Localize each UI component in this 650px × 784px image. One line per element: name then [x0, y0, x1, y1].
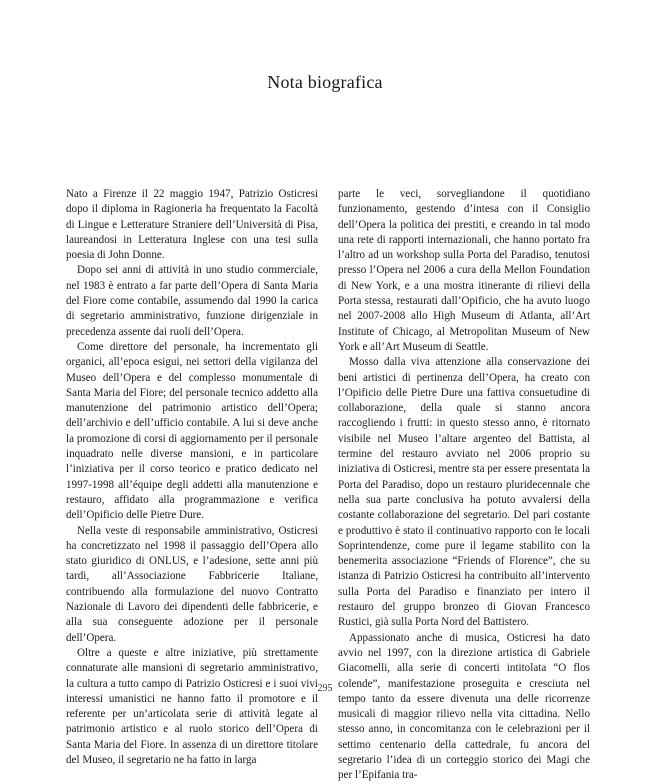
paragraph: Appassionato anche di musica, Osticresi ha dato avvio nel 1997, con la direzione artistica di Gabriele Giacomelli, alla serie di concerti intitolata “O flos colende”, manifestazione proseguita e cresciuta nel tempo tanto da essere divenuta una delle ricorrenze musicali di maggior rilievo nella vita cittadina. Nello stesso anno, in concomitanza con le celebrazioni per il settimo centenario della cattedrale, fu ancora del segretario l’idea di un corteggio storico dei Magi che per l’Epifania tra- — [338, 631, 590, 782]
paragraph: Oltre a queste e altre iniziative, più strettamente connaturate alle mansioni di segretario amministrativo, la cultura a tutto campo di Patrizio Osticresi e i suoi vivi interessi umanistici ne hanno fatto il promotore e il referente per un’articolata serie di attività legate al patrimonio artistico e al ruolo storico dell’Opera di Santa Maria del Fiore. In assenza di un direttore titolare del Museo, il segretario ne ha fatto in larga — [66, 646, 318, 766]
paragraph: Come direttore del personale, ha incrementato gli organici, all’epoca esigui, nei settori della vigilanza del Museo dell’Opera e del complesso monumentale di Santa Maria del Fiore; del personale tecnico addetto alla manutenzione del patrimonio artistico dell’Opera; dell’archivio e dell’ufficio contabile. A lui si deve anche la promozione di corsi di aggiornamento per il personale inquadrato nelle diverse mansioni, e in particolare l’iniziativa per il corso teorico e pratico dedicato nel 1997-1998 all’équipe degli addetti alla manutenzione e restauro, affidato alla programmazione e verifica dell’Opificio delle Pietre Dure. — [66, 340, 318, 522]
left-column — [66, 187, 318, 768]
paragraph: Mosso dalla viva attenzione alla conservazione dei beni artistici di pertinenza dell’Opera, ha creato con l’Opificio delle Pietre Dure una fattiva consuetudine di collaborazione, della quale si stanno ancora raccogliendo i frutti: in questo stesso anno, è ritornato visibile nel Museo l’altare argenteo del Battista, al termine del restauro avviato nel 2006 proprio su iniziativa di Osticresi, mentre sta per essere presentata la Porta del Paradiso, dopo un restauro pluridecennale che nella sua parte conclusiva ha potuto avvalersi della costante collaborazione del segretario. Del pari costante e produttivo è stato il continuativo rapporto con le locali Soprintendenze, come pure il legame stabilito con la benemerita associazione “Friends of Florence”, che su istanza di Patrizio Osticresi ha contribuito all’intervento sulla Porta del Paradiso e finanziato per intero il restauro del gruppo bronzeo di Giovan Francesco Rustici, già sulla Porta Nord del Battistero. — [338, 356, 590, 629]
paragraph: parte le veci, sorvegliandone il quotidiano funzionamento, gestendo d’intesa con il Consiglio dell’Opera la politica dei prestiti, e creando in tal modo una rete di rapporti internazionali, che hanno portato fra l’altro ad un workshop sulla Porta del Paradiso, tenutosi presso l’Opera nel 2006 a cura della Mellon Foundation di New York, e a una mostra itinerante di rilievi della Porta stessa, restaurati dall’Opificio, che ha avuto luogo nel 2007-2008 allo High Museum di Atlanta, all’Art Institute of Chicago, al Metropolitan Museum of New York e all’Art Museum di Seattle. — [338, 188, 590, 353]
paragraph: Nato a Firenze il 22 maggio 1947, Patrizio Osticresi dopo il diploma in Ragioneria ha frequentato la Facoltà di Lingue e Letterature Straniere dell’Università di Pisa, laureandosi in Letteratura Inglese con una tesi sulla poesia di John Donne. — [66, 188, 318, 262]
right-column — [338, 187, 590, 784]
page-number: 295 — [317, 683, 333, 694]
paragraph: Dopo sei anni di attività in uno studio commerciale, nel 1983 è entrato a far parte dell’Opera di Santa Maria del Fiore come contabile, assumendo dal 1990 la carica di segretario amministrativo, funzione dirigenziale in precedenza assente dai ruoli dell’Opera. — [66, 264, 318, 338]
page-title: Nota biografica — [267, 72, 383, 93]
paragraph: Nella veste di responsabile amministrativo, Osticresi ha concretizzato nel 1998 il passaggio dell’Opera allo stato giuridico di ONLUS, e l’adesione, sette anni più tardi, all’Associazione Fabbricerie Italiane, contribuendo alla formulazione del nuovo Contratto Nazionale di Lavoro dei dipendenti delle fabbricerie, e alla sua conseguente adozione per il personale dell’Opera. — [66, 524, 318, 644]
